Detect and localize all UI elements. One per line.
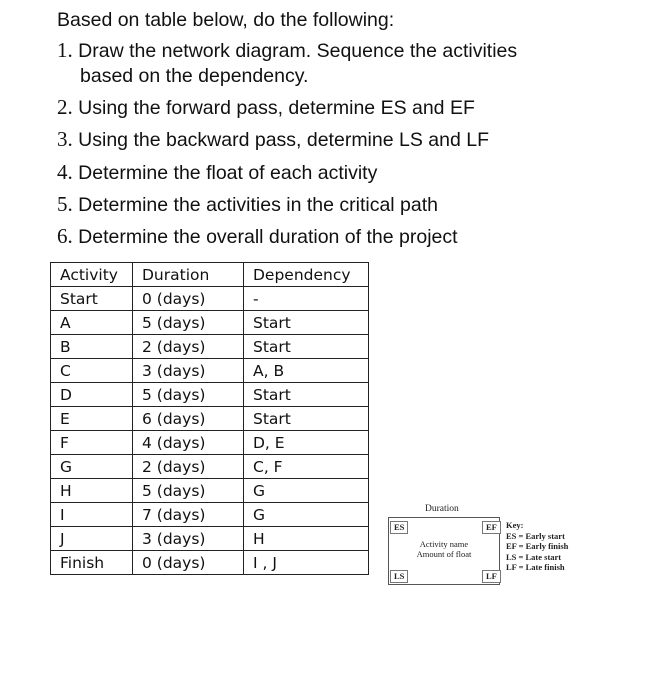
task-item — [57, 192, 438, 218]
cell-duration: 2 (days) — [133, 455, 244, 479]
task-item — [57, 224, 458, 250]
table-row — [51, 455, 369, 479]
task-text: Using the backward pass, determine LS and LF — [78, 129, 489, 151]
cell-duration: 5 (days) — [133, 311, 244, 335]
header-dependency: Dependency — [244, 263, 369, 287]
cell-activity: J — [51, 527, 133, 551]
cell-duration: 4 (days) — [133, 431, 244, 455]
legend-item: LS = Late start — [506, 551, 562, 562]
task-item — [57, 38, 517, 89]
cell-duration: 5 (days) — [133, 383, 244, 407]
table-row — [51, 503, 369, 527]
cell-dependency: C, F — [244, 455, 369, 479]
legend-item: ES = Early start — [506, 530, 565, 541]
key-float: Amount of float — [416, 549, 472, 559]
cell-dependency: I , J — [244, 551, 369, 575]
cell-duration: 3 (days) — [133, 527, 244, 551]
cell-activity: Finish — [51, 551, 133, 575]
cell-duration: 2 (days) — [133, 335, 244, 359]
cell-dependency: H — [244, 527, 369, 551]
table-row — [51, 479, 369, 503]
task-number: 6. — [57, 224, 73, 248]
cell-dependency: Start — [244, 383, 369, 407]
cell-activity: D — [51, 383, 133, 407]
legend-item: EF = Early finish — [506, 541, 569, 551]
cell-dependency: A, B — [244, 359, 369, 383]
key-ls-cell: LS — [390, 570, 408, 583]
table-row — [51, 551, 369, 575]
task-text: Using the forward pass, determine ES and EF — [78, 97, 475, 119]
task-number: 4. — [57, 160, 73, 184]
task-item — [57, 160, 377, 186]
table-row — [51, 359, 369, 383]
key-ef-cell: EF — [482, 521, 501, 534]
task-number: 5. — [57, 192, 73, 216]
cell-activity: A — [51, 311, 133, 335]
table-row — [51, 335, 369, 359]
task-text: Determine the overall duration of the project — [78, 226, 458, 248]
task-number: 3. — [57, 127, 73, 151]
table-header-row — [51, 263, 369, 287]
activity-dependency-table — [50, 262, 369, 575]
task-text: Draw the network diagram. Sequence the activities — [78, 40, 518, 62]
table-row — [51, 287, 369, 311]
legend-title: Key: — [506, 520, 524, 530]
cell-activity: Start — [51, 287, 133, 311]
task-item — [57, 95, 475, 121]
cell-activity: C — [51, 359, 133, 383]
cell-dependency: D, E — [244, 431, 369, 455]
key-node-box — [388, 517, 500, 585]
instructions-heading: Based on table below, do the following: — [57, 9, 395, 31]
legend-item: LF = Late finish — [506, 562, 565, 572]
key-lf-cell: LF — [482, 570, 501, 583]
cell-activity: H — [51, 479, 133, 503]
cell-activity: B — [51, 335, 133, 359]
table-row — [51, 383, 369, 407]
key-legend — [506, 520, 568, 573]
node-key-diagram — [388, 500, 578, 586]
table-row — [51, 527, 369, 551]
task-text-continued: based on the dependency. — [80, 65, 309, 87]
task-text: Determine the activities in the critical path — [78, 194, 438, 216]
table-row — [51, 311, 369, 335]
task-number: 2. — [57, 95, 73, 119]
cell-duration: 5 (days) — [133, 479, 244, 503]
cell-duration: 0 (days) — [133, 551, 244, 575]
key-node-center — [401, 539, 487, 559]
table-row — [51, 431, 369, 455]
cell-duration: 3 (days) — [133, 359, 244, 383]
cell-dependency: G — [244, 479, 369, 503]
cell-dependency: G — [244, 503, 369, 527]
cell-dependency: Start — [244, 407, 369, 431]
table-row — [51, 407, 369, 431]
cell-activity: F — [51, 431, 133, 455]
cell-activity: G — [51, 455, 133, 479]
cell-dependency: - — [244, 287, 369, 311]
key-activity-name: Activity name — [419, 539, 469, 549]
cell-dependency: Start — [244, 335, 369, 359]
header-activity: Activity — [51, 263, 133, 287]
cell-duration: 0 (days) — [133, 287, 244, 311]
cell-duration: 7 (days) — [133, 503, 244, 527]
task-item — [57, 127, 489, 153]
cell-dependency: Start — [244, 311, 369, 335]
key-es-cell: ES — [390, 521, 408, 534]
key-duration-label: Duration — [425, 504, 459, 514]
cell-activity: E — [51, 407, 133, 431]
cell-duration: 6 (days) — [133, 407, 244, 431]
header-duration: Duration — [133, 263, 244, 287]
task-text: Determine the float of each activity — [78, 162, 378, 184]
cell-activity: I — [51, 503, 133, 527]
task-number: 1. — [57, 38, 73, 62]
